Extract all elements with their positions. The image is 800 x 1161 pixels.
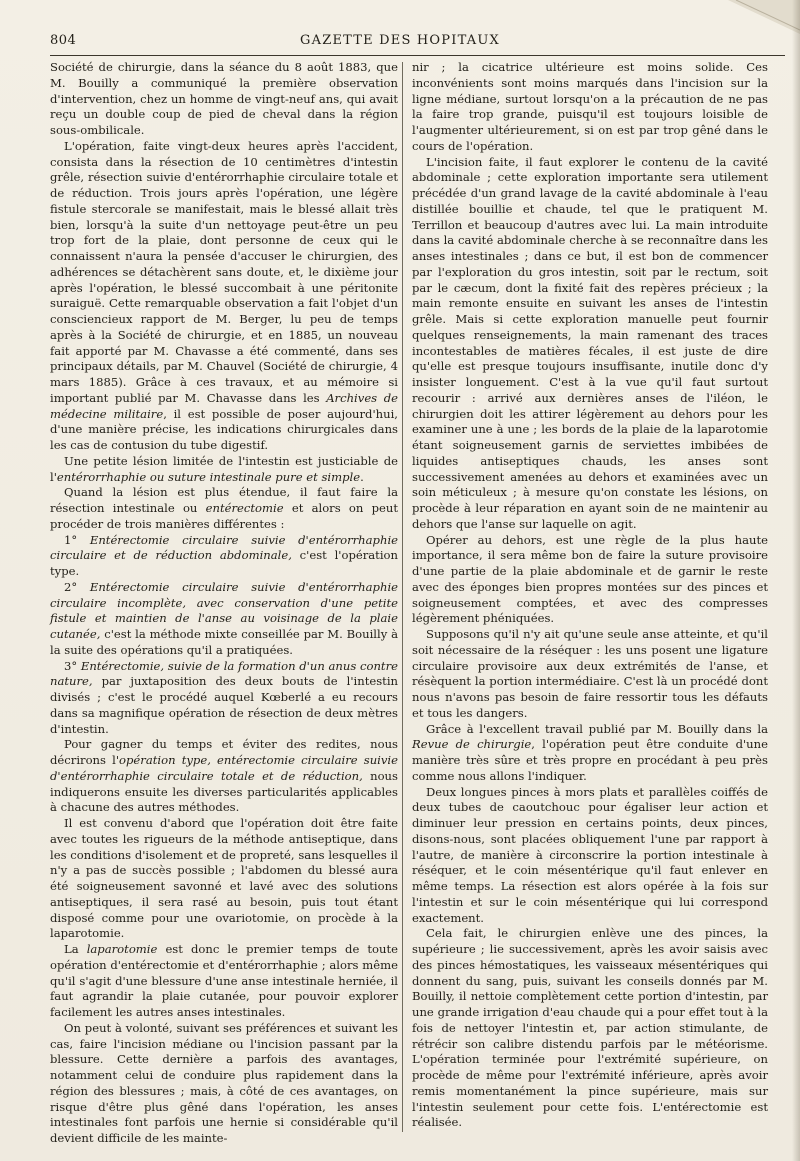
text-run: L'opération, faite vingt-deux heures après l'accident, consista dans la résection de 10 centimètres d'intestin grêle, résection suivie d'entérorrhaphie circulaire totale et de réduction. Trois jours après l'opération, une légère fistule stercorale se manifestait, mais le blessé allait très bien, lorsqu'à la suite d'un nettoyage peut-être un peu trop fort de la plaie, dont personne de ceux qui le connaissent n'aura la pensée d'accuser le chirurgien, des adhérences se détachèrent sans doute, et, le dixième jour après l'opération, le blessé succombait à une péritonite suraiguë. Cette remarquable observation a fait l'objet d'un consciencieux rapport de M. Berger, lu peu de temps après à la Société de chirurgie, et en 1885, un nouveau fait apporté par M. Chavasse a été commenté, dans ses principaux détails, par M. Chauvel (Société de chirurgie, 4 mars 1885). Grâce à ces travaux, et au mémoire si important publié par M. Chavasse dans les: [50, 138, 398, 405]
text-run: Supposons qu'il n'y ait qu'une seule anse atteinte, et qu'il soit nécessaire de la réséquer : les uns posent une ligature circulaire provisoire aux deux extrémités de l'anse, et résèquent la portion intermédiaire. C'est là un procédé dont nous n'avons pas besoin de faire ressortir tous les défauts et tous les dangers.: [412, 627, 768, 720]
header-rule: [50, 55, 785, 56]
text-run: Une petite lésion limitée de l'intestin est justiciable de l': [50, 453, 398, 484]
text-run: Opérer au dehors, est une règle de la plus haute importance, il sera même bon de faire la suture provisoire d'une partie de la plaie abdominale et de garnir le reste avec des éponges bien propres montées sur des pinces et soigneusement comptées, et avec des compresses légèrement phéniquées.: [412, 532, 768, 626]
text-run: On peut à volonté, suivant ses préférences et suivant les cas, faire l'incision médiane ou l'incision passant par la blessure. Cette dernière a parfois des avantages, notamment celui de conduire plus rapidement dans la région des blessures ; mais, à côté de ces avantages, on risque d'être plus gêné dans l'opération, les anses intestinales font parfois une hernie si considérable qu'il devient difficile de les mainte-: [50, 1020, 398, 1145]
paragraph: [412, 627, 768, 722]
text-run: Grâce à l'excellent travail publié par M. Bouilly dans la: [426, 721, 768, 736]
text-run: c'est l'opération type.: [50, 548, 398, 578]
text-run: , il est possible de poser aujourd'hui, d'une manière précise, les indications chirurgicales dans les cas de contusion du tube digestif.: [50, 406, 398, 452]
text-run: 2°: [64, 579, 90, 594]
text-run: et alors on peut procéder de trois manières différentes :: [50, 501, 398, 531]
text-run: Il est convenu d'abord que l'opération doit être faite avec toutes les rigueurs de la méthode antiseptique, dans les conditions d'isolement et de propreté, sans lesquelles il n'y a pas de succès possible ; l'abdomen du blessé aura été soigneusement savonné et lavé avec des solutions antiseptiques, il sera rasé au besoin, puis tout étant disposé comme pour une ovariotomie, on procède à la laparotomie.: [50, 816, 398, 941]
text-run: nous indiquerons ensuite les diverses particularités applicables à chacune des autres méthodes.: [50, 768, 398, 815]
paragraph: [50, 60, 398, 139]
paragraph: [412, 722, 768, 785]
paragraph: [50, 580, 398, 659]
right-column: [412, 60, 768, 1131]
paragraph: [50, 485, 398, 532]
text-run: 3°: [64, 658, 81, 673]
paragraph: [412, 155, 768, 533]
text-run: Pour gagner du temps et éviter des redites, nous décrirons l': [50, 737, 398, 767]
paragraph: [50, 1021, 398, 1147]
paragraph: [50, 816, 398, 942]
page-corner-fold: [728, 0, 800, 34]
text-run: Cela fait, le chirurgien enlève une des pinces, la supérieure ; lie successivement, après les avoir saisis avec des pinces hémostatiques, les vaisseaux mésentériques qui donnent du sang, puis, suivant les conseils donnés par M. Bouilly, il nettoie complètement cette portion d'intestin, par une grande irrigation d'eau chaude qui a pour effet tout à la fois de nettoyer l'intestin et, par action stimulante, de rétrécir son calibre distendu parfois par le météorisme. L'opération terminée pour l'extrémité supérieure, on procède de même pour l'extrémité inférieure, après avoir remis momentanément la pince supérieure, mais sur l'intestin seulement pour cette fois. L'entérectomie est réalisée.: [412, 926, 768, 1130]
left-column: [50, 60, 398, 1147]
text-run: .: [360, 469, 364, 484]
paragraph: [50, 533, 398, 580]
italic-text: Archives de médecine militaire: [50, 390, 398, 421]
text-run: , l'opération peut être conduite d'une manière très sûre et très propre en procédant à peu près comme nous allons l'indiquer.: [412, 737, 768, 783]
text-run: nir ; la cicatrice ultérieure est moins solide. Ces inconvénients sont moins marqués dans l'incision sur la ligne médiane, surtout lorsqu'on a la précaution de ne pas la faire trop grande, puisqu'il est toujours loisible de l'augmenter ultérieurement, si on est par trop gêné dans le cours de l'opération.: [412, 60, 768, 153]
column-divider: [402, 62, 403, 1132]
italic-text: Revue de chirurgie: [412, 737, 532, 752]
paragraph: [50, 139, 398, 454]
italic-text: entérectomie: [205, 501, 284, 515]
text-run: Deux longues pinces à mors plats et parallèles coiffés de deux tubes de caoutchouc pour égaliser leur action et diminuer leur pression en certains points, deux pinces, disons-nous, sont placées obliquement l'une par rapport à l'autre, de manière à circonscrire la portion intestinale à réséquer, et le coin mésentérique qu'il faut enlever en même temps. La résection est alors opérée à la fois sur l'intestin et sur le coin mésentérique qui lui correspond exactement.: [412, 784, 768, 925]
paragraph: [412, 785, 768, 927]
text-run: est donc le premier temps de toute opération d'entérectomie et d'entérorrhaphie ; alors même qu'il s'agit d'une blessure d'une anse intestinale herniée, il faut agrandir la plaie cutanée, pour pouvoir explorer facilement les autres anses intestinales.: [50, 942, 399, 1019]
text-run: Société de chirurgie, dans la séance du 8 août 1883, que M. Bouilly a communiqué la première observation d'intervention, chez un homme de vingt-neuf ans, qui avait reçu un double coup de pied de cheval dans la région sous-ombilicale.: [50, 60, 398, 137]
text-run: c'est la méthode mixte conseillée par M. Bouilly à la suite des opérations qu'il a pratiquées.: [50, 627, 398, 657]
italic-text: entérorrhaphie ou suture intestinale pure et simple: [56, 469, 361, 484]
italic-text: Entérectomie circulaire suivie d'entérorrhaphie circulaire et de réduction abdominale,: [50, 532, 399, 563]
text-run: par juxtaposition des deux bouts de l'intestin divisés ; c'est le procédé auquel Kœberlé a eu recours dans sa magnifique opération de résection de deux mètres d'intestin.: [50, 674, 398, 736]
paragraph: [50, 454, 398, 486]
paragraph: [50, 659, 398, 738]
paragraph: [412, 926, 768, 1131]
paragraph: [412, 533, 768, 628]
text-run: L'incision faite, il faut explorer le contenu de la cavité abdominale ; cette exploration importante sera utilement précédée d'un grand lavage de la cavité abdominale à l'eau distillée bouillie et chaude, tel que le pratiquent M. Terrillon et beaucoup d'autres avec lui. La main introduite dans la cavité abdominale cherche à se reconnaître dans les anses intestinales ; dans ce but, il est bon de commencer par l'exploration du gros intestin, soit par le rectum, soit par le cæcum, dont la fixité fait des repères précieux ; la main remonte ensuite en suivant les anses de l'intestin grêle. Mais si cette exploration manuelle peut fournir quelques renseignements, la main ramenant des traces incontestables de matières fécales, il est juste de dire qu'elle est presque toujours insuffisante, inutile donc d'y insister longuement. C'est à la vue qu'il faut surtout recourir : arrivé aux dernières anses de l'iléon, le chirurgien doit les attirer légèrement au dehors pour les examiner une à une ; les bords de la plaie de la laparotomie étant soigneusement garnis de serviettes imbibées de liquides antiseptiques chauds, les anses sont successivement amenées au dehors et examinées avec un soin méticuleux ; à mesure qu'on constate les lésions, on procède à leur réparation en ayant soin de ne maintenir au dehors que l'anse sur laquelle on agit.: [412, 154, 768, 531]
italic-text: opération type, entérectomie circulaire suivie d'entérorrhaphie circulaire totale et de réduction,: [50, 753, 399, 783]
paragraph: [50, 737, 398, 816]
italic-text: Entérectomie, suivie de la formation d'un anus contre nature,: [50, 658, 398, 689]
page-number: 804: [50, 33, 77, 48]
italic-text: laparotomie: [86, 942, 158, 956]
paragraph: [50, 942, 398, 1021]
italic-text: Entérectomie circulaire suivie d'entérorrhaphie circulaire incomplète, avec conservation d'une petite fistule et maintien de l'anse au voisinage de la plaie cutanée,: [50, 579, 399, 641]
text-run: Quand la lésion est plus étendue, il faut faire la résection intestinale ou: [50, 485, 398, 515]
paragraph: [412, 60, 768, 155]
page-edge-shadow: [792, 0, 800, 1161]
text-run: La: [64, 942, 87, 956]
running-title: GAZETTE DES HOPITAUX: [300, 33, 500, 48]
text-run: 1°: [64, 532, 90, 547]
